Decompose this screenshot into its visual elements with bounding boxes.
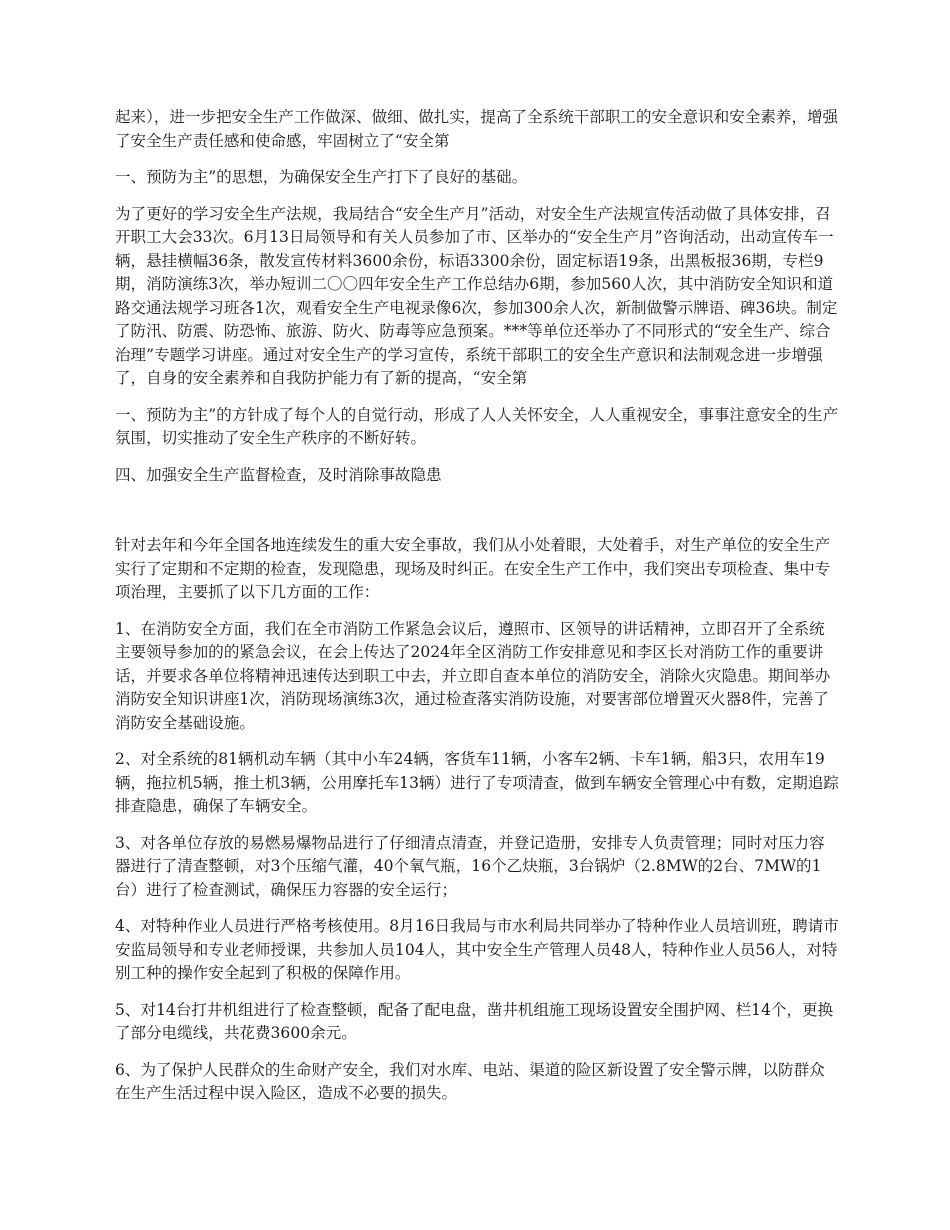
- paragraph-item-3-hazardous-materials: 3、对各单位存放的易燃易爆物品进行了仔细清点清查，并登记造册，安排专人负责管理；同时对压力容器进行了清查整顿，对3个压缩气灌，40个氧气瓶，16个乙炔瓶，3台锅炉（2.8MW的2台、7MW的1台）进行了检查测试，确保压力容器的安全运行；: [115, 833, 825, 899]
- section-spacer: [115, 500, 840, 534]
- paragraph-safety-month: 为了更好的学习安全生产法规，我局结合“安全生产月”活动，对安全生产法规宣传活动做了具体安排，召开职工大会33次。6月13日局领导和有关人员参加了市、区举办的“安全生产月”咨询活动，出动宣传车一辆，悬挂横幅36条，散发宣传材料3600余份，标语3300余份，固定标语19条，出黑板报36期，专栏9期，消防演练3次，举办短训二〇〇四年安全生产工作总结办6期，参加560人次，其中消防安全知识和道路交通法规学习班各1次，观看安全生产电视录像6次，参加300余人次，新制做警示牌语、碑36块。制定了防汛、防震、防恐怖、旅游、防火、防毒等应急预案。***等单位还举办了不同形式的“安全生产、综合治理”专题学习讲座。通过对安全生产的学习宣传，系统干部职工的安全生产意识和法制观念进一步增强了，自身的安全素养和自我防护能力有了新的提高，“安全第: [115, 204, 838, 387]
- paragraph-item-2-vehicles: 2、对全系统的81辆机动车辆（其中小车24辆，客货车11辆，小客车2辆、卡车1辆，船3只，农用车19辆，拖拉机5辆，推土机3辆，公用摩托车13辆）进行了专项清查，做到车辆安全管理心中有数，定期追踪排查隐患，确保了车辆安全。: [115, 750, 839, 815]
- paragraph-continuation: 起来），进一步把安全生产工作做深、做细、做扎实，提高了全系统干部职工的安全意识和安全素养，增强了安全生产责任感和使命感，牢固树立了“安全第: [115, 108, 839, 150]
- paragraph-prevention-principle: 一、预防为主”的思想，为确保安全生产打下了良好的基础。: [115, 168, 528, 186]
- section-heading-four: 四、加强安全生产监督检查，及时消除事故隐患: [115, 465, 442, 484]
- paragraph-item-6-warning-signs: 6、为了保护人民群众的生命财产安全，我们对水库、电站、渠道的险区新设置了安全警示牌，以防群众在生产生活过程中误入险区，造成不必要的损失。: [115, 1060, 825, 1102]
- paragraph-item-1-fire-safety: 1、在消防安全方面，我们在全市消防工作紧急会议后，遵照市、区领导的讲话精神，立即召开了全系统主要领导参加的的紧急会议，在会上传达了2024年全区消防工作安排意见和李区长对消防工作的重要讲话，并要求各单位将精神迅速传达到职工中去，并立即自查本单位的消防安全，消除火灾隐患。期间举办消防安全知识讲座1次，消防现场演练3次，通过检查落实消防设施，对要害部位增置灭火器8件，完善了消防安全基础设施。: [115, 619, 831, 732]
- paragraph-item-4-special-operators: 4、对特种作业人员进行严格考核使用。8月16日我局与市水利局共同举办了特种作业人员培训班，聘请市安监局领导和专业老师授课，共参加人员104人，其中安全生产管理人员48人，特种作业人员56人，对特别工种的操作安全起到了积极的保障作用。: [115, 917, 839, 982]
- paragraph-prevention-policy: 一、预防为主”的方针成了每个人的自觉行动，形成了人人关怀安全，人人重视安全，事事注意安全的生产氛围，切实推动了安全生产秩序的不断好转。: [115, 405, 839, 447]
- paragraph-item-5-drilling-rigs: 5、对14台打井机组进行了检查整顿，配备了配电盘，凿井机组施工现场设置安全围护网、栏14个，更换了部分电缆线，共花费3600余元。: [115, 1000, 834, 1042]
- paragraph-inspection-intro: 针对去年和今年全国各地连续发生的重大安全事故，我们从小处着眼，大处着手，对生产单位的安全生产实行了定期和不定期的检查，发现隐患，现场及时纠正。在安全生产工作中，我们突出专项检查、集中专项治理，主要抓了以下几方面的工作：: [115, 536, 831, 601]
